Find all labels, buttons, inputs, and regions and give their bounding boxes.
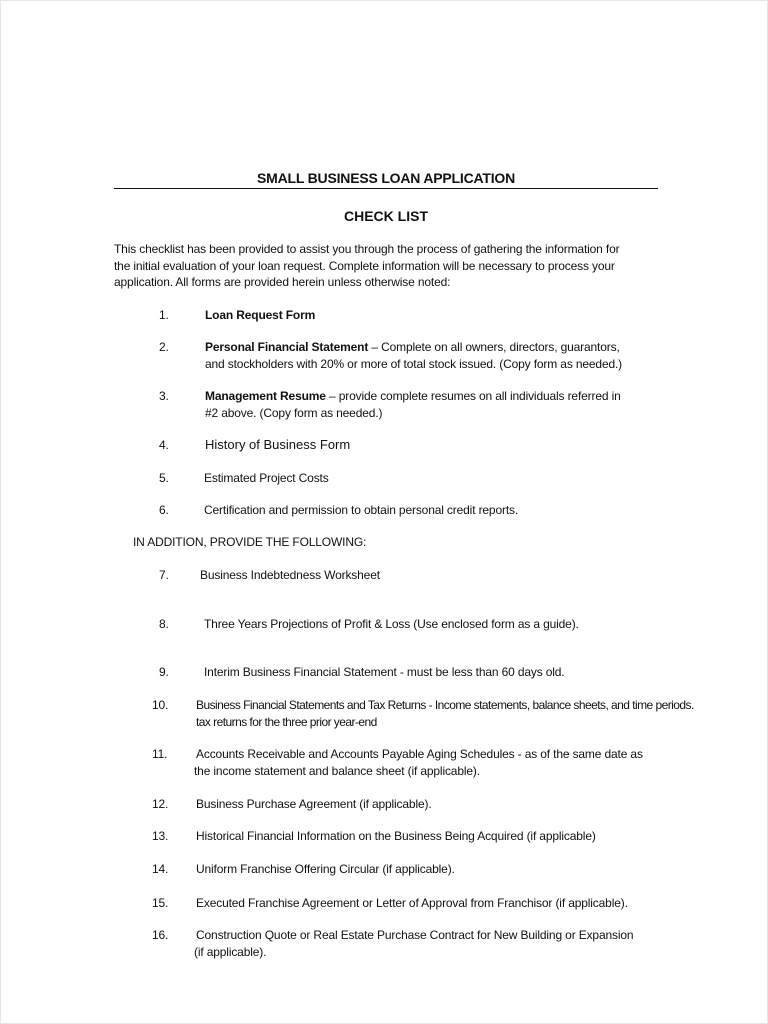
item-line: – Complete on all owners, directors, guarantors, — [368, 340, 620, 354]
intro-line: This checklist has been provided to assist you through the process of gathering the information for — [114, 242, 620, 256]
item-number: 14. — [152, 862, 169, 876]
title-underline — [114, 169, 658, 189]
item-text: Business Financial Statements and Tax Returns - Income statements, balance sheets, and time periods. — [196, 698, 694, 712]
item-number: 15. — [152, 896, 169, 910]
item-number: 1. — [159, 308, 169, 322]
item-number: 10. — [152, 698, 169, 712]
item-number: 3. — [159, 389, 169, 403]
item-line-2: and stockholders with 20% or more of total stock issued. (Copy form as needed.) — [205, 356, 623, 371]
item-text — [205, 388, 621, 405]
item-number: 7. — [159, 568, 169, 582]
item-text: Certification and permission to obtain personal credit reports. — [204, 503, 519, 517]
item-number: 4. — [159, 438, 169, 452]
item-text: Accounts Receivable and Accounts Payable Aging Schedules - as of the same date as — [196, 747, 643, 761]
intro-line: the initial evaluation of your loan request. Complete information will be necessary to process your — [114, 258, 615, 273]
item-bold: Personal Financial Statement — [205, 340, 369, 354]
item-number: 6. — [159, 503, 169, 517]
item-text: Construction Quote or Real Estate Purchase Contract for New Building or Expansion — [196, 928, 634, 942]
item-number: 5. — [159, 471, 169, 485]
item-text: Three Years Projections of Profit & Loss (Use enclosed form as a guide). — [204, 617, 579, 631]
item-text: History of Business Form — [205, 437, 351, 452]
item-line-2: tax returns for the three prior year-end — [196, 714, 377, 729]
section-heading: IN ADDITION, PROVIDE THE FOLLOWING: — [133, 535, 367, 549]
item-text: Historical Financial Information on the Business Being Acquired (if applicable) — [196, 829, 596, 843]
item-bold: Loan Request Form — [205, 308, 316, 322]
item-line-2: (if applicable). — [194, 944, 267, 959]
intro-paragraph — [114, 241, 674, 291]
item-number: 2. — [159, 340, 169, 354]
page-subtitle: CHECK LIST — [344, 208, 428, 224]
intro-line: application. All forms are provided herein unless otherwise noted: — [114, 275, 451, 289]
item-line-2: #2 above. (Copy form as needed.) — [205, 405, 383, 420]
item-bold: Management Resume — [205, 389, 326, 403]
item-number: 13. — [152, 829, 169, 843]
item-number: 11. — [152, 747, 168, 761]
item-number: 16. — [152, 928, 169, 942]
item-text — [205, 307, 315, 324]
item-text: Interim Business Financial Statement - must be less than 60 days old. — [204, 665, 565, 679]
item-number: 8. — [159, 617, 169, 631]
item-number: 12. — [152, 797, 169, 811]
item-text: Executed Franchise Agreement or Letter of Approval from Franchisor (if applicable). — [196, 896, 628, 910]
item-text: Business Purchase Agreement (if applicable). — [196, 797, 432, 811]
item-line: – provide complete resumes on all individuals referred in — [325, 389, 621, 403]
item-text — [205, 339, 620, 356]
item-text: Business Indebtedness Worksheet — [200, 568, 380, 582]
page-title: SMALL BUSINESS LOAN APPLICATION — [257, 170, 515, 186]
item-number: 9. — [159, 665, 169, 679]
item-line-2: the income statement and balance sheet (if applicable). — [194, 763, 480, 778]
item-text: Estimated Project Costs — [204, 471, 329, 485]
item-text: Uniform Franchise Offering Circular (if applicable). — [196, 862, 455, 876]
